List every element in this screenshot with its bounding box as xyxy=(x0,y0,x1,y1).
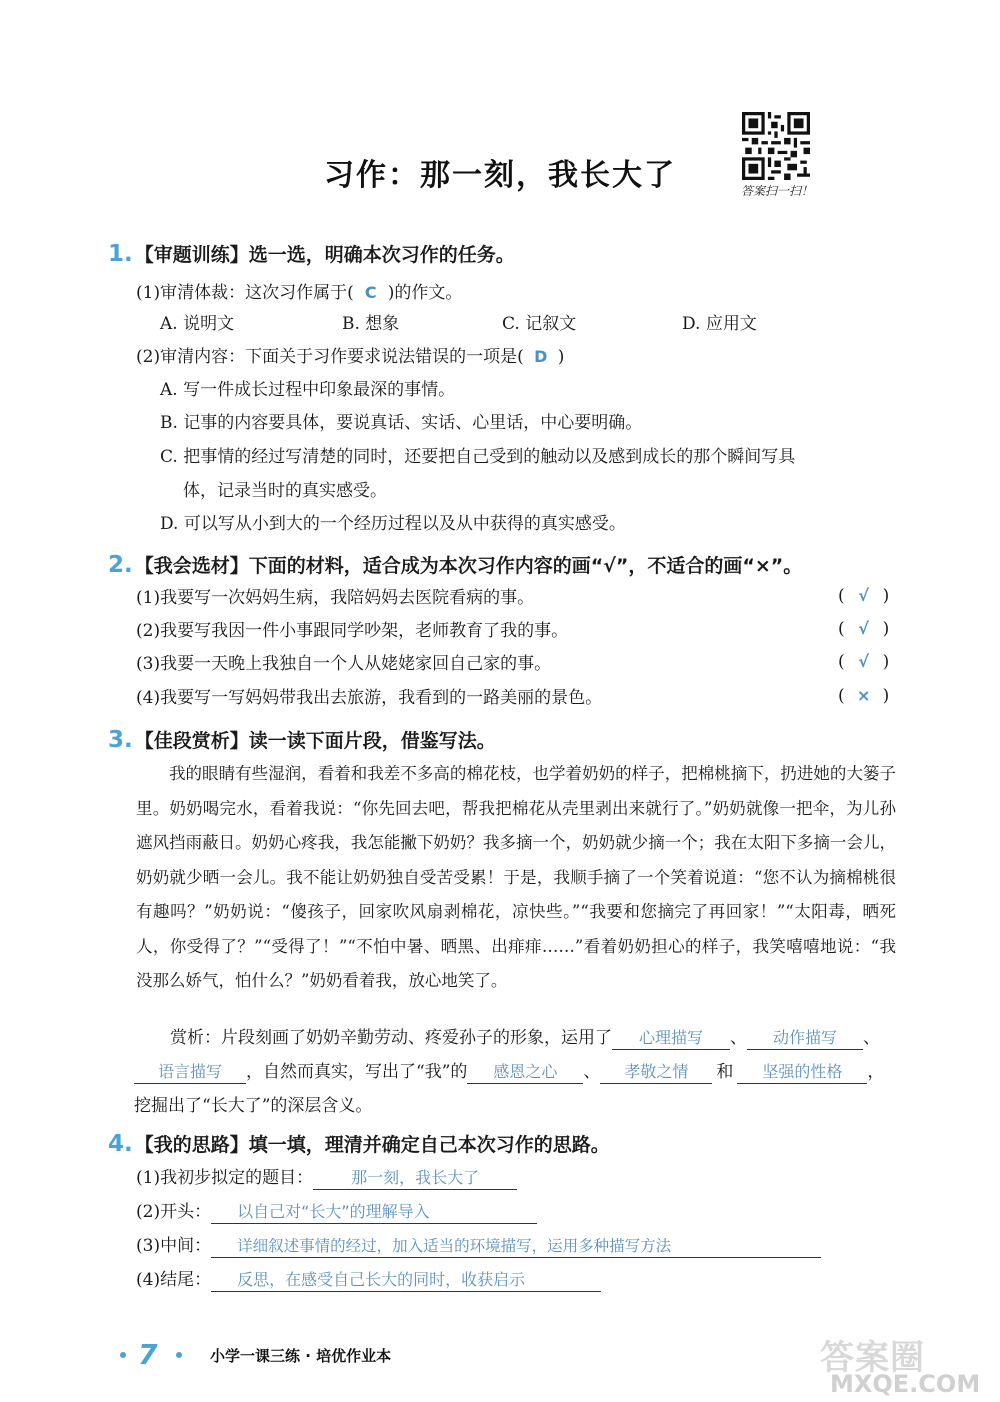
outline-answer: 详细叙述事情的经过，加入适当的环境描写，运用多种描写方法 xyxy=(211,1235,821,1258)
material-item-1: (1)我要写一次妈妈生病，我陪妈妈去医院看病的事。 xyxy=(136,588,535,608)
outline-middle xyxy=(136,1234,821,1258)
outline-opening xyxy=(136,1200,537,1224)
outline-answer: 以自己对“长大”的理解导入 xyxy=(211,1201,537,1224)
outline-ending xyxy=(136,1268,601,1292)
analysis-line-1 xyxy=(170,1026,880,1050)
footer-dot xyxy=(176,1352,182,1358)
qr-code-icon[interactable] xyxy=(742,112,810,180)
separator: 、 xyxy=(583,1062,601,1082)
material-item-4: (4)我要写一写妈妈带我出去旅游，我看到的一路美丽的景色。 xyxy=(136,688,603,708)
section-number: 4. xyxy=(108,1131,133,1157)
cross-mark-4: ( × ) xyxy=(838,686,890,706)
qr-caption: 答案扫一扫！ xyxy=(740,184,813,198)
section-title: 【我的思路】填一填，理清并确定自己本次习作的思路。 xyxy=(134,1134,610,1156)
separator: 、 xyxy=(863,1028,880,1048)
section-title: 【我会选材】下面的材料，适合成为本次习作内容的画“√”，不适合的画“×”。 xyxy=(134,555,803,577)
check-icon: √ xyxy=(858,652,869,671)
book-title: 小学一课三练 · 培优作业本 xyxy=(210,1347,392,1365)
fill-blank-3: 语言描写 xyxy=(134,1061,246,1084)
check-icon: √ xyxy=(858,619,869,638)
outline-label: (1)我初步拟定的题目： xyxy=(136,1168,314,1188)
check-mark-3: ( √ ) xyxy=(838,652,890,672)
answer-letter: D xyxy=(534,347,548,366)
separator: ， xyxy=(867,1062,885,1082)
option-d: D. 可以写从小到大的一个经历过程以及从中获得的真实感受。 xyxy=(160,514,626,534)
question-text: (2)审清内容：下面关于习作要求说法错误的一项是( xyxy=(136,347,524,367)
section-3-heading xyxy=(108,726,496,752)
page-title: 习作：那一刻，我长大了 xyxy=(324,158,676,193)
material-item-2: (2)我要写我因一件小事跟同学吵架，老师教育了我的事。 xyxy=(136,621,569,641)
option-c-line2: 体，记录当时的真实感受。 xyxy=(183,481,387,501)
check-mark-1: ( √ ) xyxy=(838,586,890,606)
section-4-heading xyxy=(108,1130,610,1156)
question-text: (1)审清体裁：这次习作属于( xyxy=(136,283,354,303)
fill-blank-1: 心理描写 xyxy=(612,1027,730,1050)
conjunction: 和 xyxy=(716,1062,734,1082)
fill-blank-2: 动作描写 xyxy=(747,1027,863,1050)
section-number: 3. xyxy=(108,727,133,753)
fill-blank-5: 孝敬之情 xyxy=(600,1061,712,1084)
outline-label: (2)开头： xyxy=(136,1202,212,1222)
fill-blank-6: 坚强的性格 xyxy=(737,1061,867,1084)
section-2-heading xyxy=(108,551,802,577)
section-title: 【佳段赏析】读一读下面片段，借鉴写法。 xyxy=(134,730,496,752)
cross-icon: × xyxy=(856,686,871,705)
section-title: 【审题训练】选一选，明确本次习作的任务。 xyxy=(134,244,515,266)
option-b: B. 记事的内容要具体，要说真话、实话、心里话，中心要明确。 xyxy=(160,413,643,433)
answer-letter: C xyxy=(364,283,377,302)
outline-title xyxy=(136,1166,517,1190)
analysis-line-2 xyxy=(134,1060,884,1084)
option-b: B. 想象 xyxy=(342,314,400,334)
option-a: A. 写一件成长过程中印象最深的事情。 xyxy=(160,380,456,400)
option-d: D. 应用文 xyxy=(682,314,757,334)
reading-passage: 我的眼睛有些湿润，看着和我差不多高的棉花枝，也学着奶奶的样子，把棉桃摘下，扔进她的大篓子里。奶奶喝完水，看着我说：“你先回去吧，帮我把棉花从壳里剥出来就行了。”奶奶就像一把伞，为儿孙遮风挡雨蔽日。奶奶心疼我，我怎能撇下奶奶？我多摘一个，奶奶就少摘一个；我在太阳下多摘一会儿，奶奶就少晒一会儿。我不能让奶奶独自受苦受累！于是，我顺手摘了一个笑着说道：“您不认为摘棉桃很有趣吗？”奶奶说：“傻孩子，回家吹风扇剥棉花，凉快些。”“我要和您摘完了再回家！”“太阳毒，晒死人，你受得了？”“受得了！”“不怕中暑、晒黑、出痱痱……”看着奶奶担心的样子，我笑嘻嘻地说：“我没那么娇气，怕什么？”奶奶看着我，放心地笑了。 xyxy=(136,764,896,990)
outline-answer: 那一刻，我长大了 xyxy=(313,1167,517,1190)
material-item-3: (3)我要一天晚上我独自一个人从姥姥家回自己家的事。 xyxy=(136,654,552,674)
footer-dot xyxy=(120,1352,126,1358)
option-c-line1: C. 把事情的经过写清楚的同时，还要把自己受到的触动以及感到成长的那个瞬间写具 xyxy=(160,447,796,467)
check-icon: √ xyxy=(858,586,869,605)
question-text: )的作文。 xyxy=(387,283,463,303)
section-number: 2. xyxy=(108,552,133,578)
section-number: 1. xyxy=(108,241,133,267)
page-number: 7 xyxy=(138,1338,158,1371)
question-1-1 xyxy=(136,281,462,305)
outline-label: (4)结尾： xyxy=(136,1270,212,1290)
option-c: C. 记叙文 xyxy=(502,314,577,334)
outline-answer: 反思，在感受自己长大的同时，收获启示 xyxy=(211,1269,601,1292)
section-1-heading xyxy=(108,240,515,266)
check-mark-2: ( √ ) xyxy=(838,619,890,639)
question-1-2 xyxy=(136,345,564,369)
analysis-text: 赏析：片段刻画了奶奶辛勤劳动、疼爱孙子的形象，运用了 xyxy=(170,1028,612,1048)
question-text: ) xyxy=(557,347,565,367)
analysis-line-3: 挖掘出了“长大了”的深层含义。 xyxy=(134,1096,373,1116)
separator: 、 xyxy=(730,1028,747,1048)
fill-blank-4: 感恩之心 xyxy=(467,1061,583,1084)
watermark-logo: 答案圈 xyxy=(820,1338,925,1378)
watermark-url: MXQE.COM xyxy=(830,1370,981,1398)
option-a: A. 说明文 xyxy=(160,314,235,334)
outline-label: (3)中间： xyxy=(136,1236,212,1256)
analysis-text: ，自然而真实，写出了“我”的 xyxy=(246,1062,468,1082)
